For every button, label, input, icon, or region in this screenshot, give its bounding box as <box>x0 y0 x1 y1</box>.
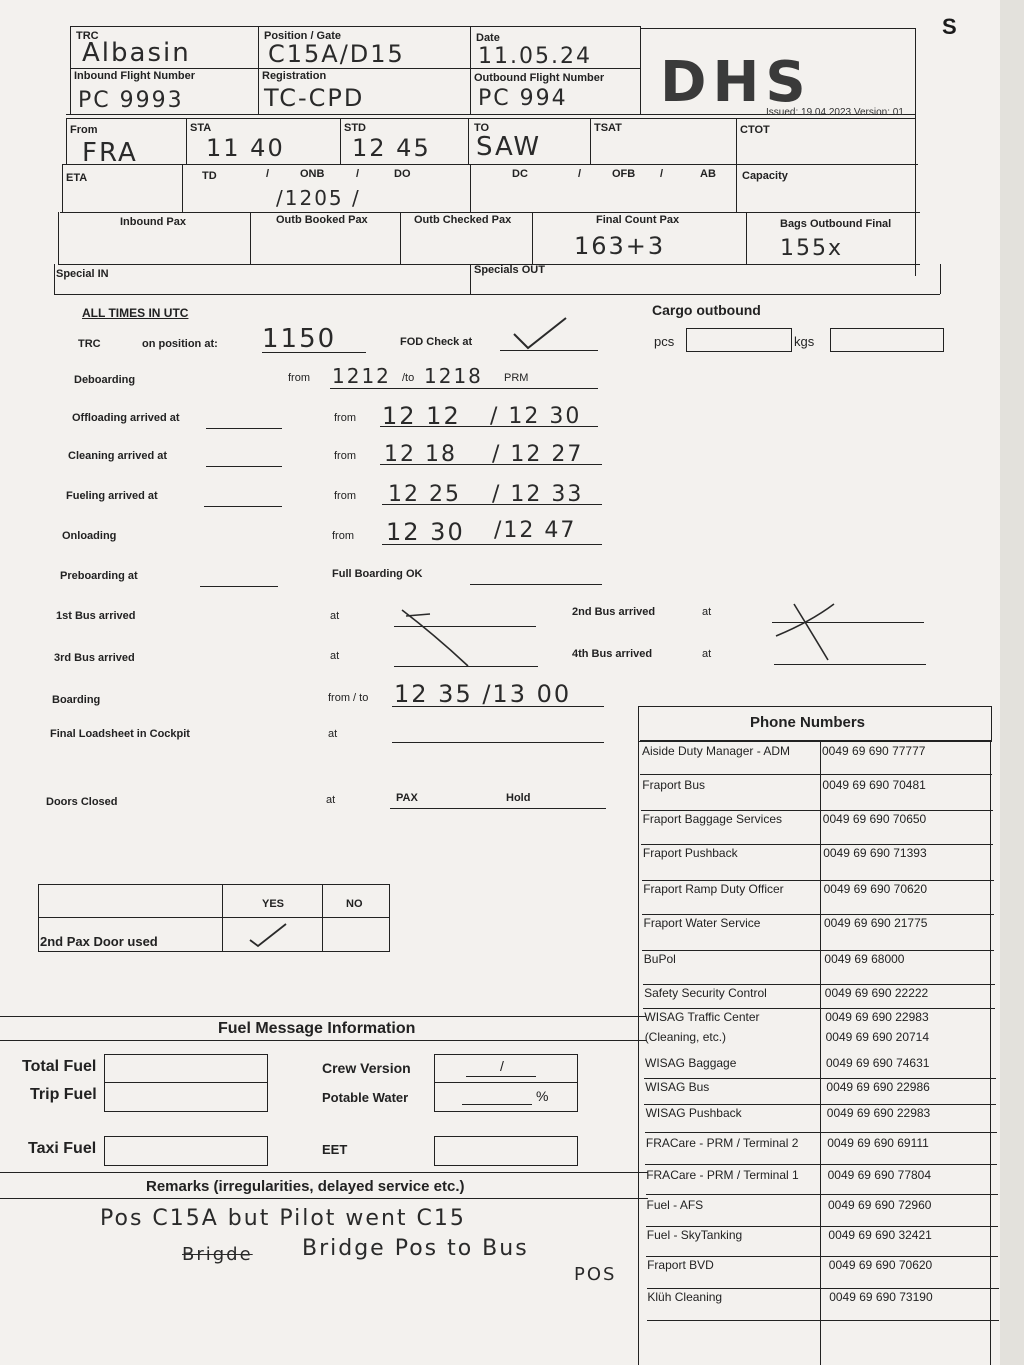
remarks-line3: POS <box>574 1264 617 1285</box>
outbound-flight-value: PC 994 <box>478 86 568 111</box>
from-word: from <box>334 490 356 502</box>
remarks-title: Remarks (irregularities, delayed service etc.) <box>146 1178 465 1195</box>
doors-field[interactable] <box>390 808 606 809</box>
do-label: DO <box>394 168 411 180</box>
phone-title: Phone Numbers <box>750 714 866 731</box>
bus2-label: 2nd Bus arrived <box>572 606 656 618</box>
trc-value: Albasin <box>82 38 191 68</box>
phone-number: 0049 69 690 72960 <box>828 1198 932 1212</box>
inbound-flight-label: Inbound Flight Number <box>74 70 195 82</box>
loadsheet-label: Final Loadsheet in Cockpit <box>50 728 190 740</box>
offloading-field[interactable] <box>206 428 282 429</box>
remarks-struck-word: Brigde <box>182 1244 253 1265</box>
dhs-logo: DHS <box>660 50 812 115</box>
dc-label: DC <box>512 168 528 180</box>
all-times-label: ALL TIMES IN UTC <box>82 306 189 320</box>
trc-label: TRC <box>76 30 99 42</box>
boarding-value: 12 35 /13 00 <box>394 680 572 708</box>
phone-contact-name: Fraport Water Service <box>643 916 761 930</box>
offloading-to: / 12 30 <box>490 404 582 429</box>
from-word: from <box>334 412 356 424</box>
phone-number: 0049 69 690 22983 <box>826 1106 931 1120</box>
date-label: Date <box>476 32 500 44</box>
deboarding-to: 1218 <box>424 364 483 388</box>
phone-number: 0049 69 690 22983 <box>825 1010 929 1024</box>
doors-pax-label: PAX <box>396 792 418 804</box>
at-word: at <box>330 610 340 622</box>
special-out-label: Specials OUT <box>474 264 545 276</box>
phone-number: 0049 69 690 70620 <box>823 882 928 896</box>
phone-contact-name: Fraport Bus <box>642 778 705 792</box>
crew-version-label: Crew Version <box>322 1060 411 1076</box>
phone-contact-name: FRACare - PRM / Terminal 1 <box>646 1168 799 1182</box>
special-in-label: Special IN <box>56 268 109 280</box>
phone-contact-name: Fraport Ramp Duty Officer <box>643 882 784 896</box>
registration-label: Registration <box>262 70 327 82</box>
phone-number: 0049 69 690 70620 <box>828 1258 933 1272</box>
offloading-label: Offloading arrived at <box>72 412 180 424</box>
cleaning-label: Cleaning arrived at <box>68 450 168 462</box>
at-word: at <box>328 728 338 740</box>
phone-contact-name: Fuel - SkyTanking <box>646 1228 743 1242</box>
onb-label: ONB <box>300 168 325 180</box>
std-label: STD <box>344 122 366 134</box>
at-word: at <box>702 606 712 618</box>
phone-number: 0049 69 690 70650 <box>822 812 927 826</box>
from-word: from <box>332 530 354 542</box>
trc-position-label: TRC <box>78 338 101 350</box>
phone-number: 0049 69 690 21775 <box>824 916 928 930</box>
bus1-label: 1st Bus arrived <box>56 610 136 622</box>
full-boarding-label: Full Boarding OK <box>332 568 423 580</box>
final-count-label: Final Count Pax <box>596 214 680 226</box>
to-word: /to <box>402 372 415 384</box>
bus4-field[interactable] <box>774 664 926 665</box>
eta-label: ETA <box>66 172 88 184</box>
bus-strike-right <box>770 600 840 664</box>
bus3-label: 3rd Bus arrived <box>54 652 135 664</box>
remarks-line1: Pos C15A but Pilot went C15 <box>100 1206 466 1231</box>
from-word: from <box>288 372 310 384</box>
sta-label: STA <box>190 122 212 134</box>
phone-contact-name: Fraport BVD <box>647 1258 714 1272</box>
remarks-line2: Bridge Pos to Bus <box>302 1236 529 1261</box>
from-word: from <box>334 450 356 462</box>
cargo-label: Cargo outbound <box>652 302 761 318</box>
onloading-from: 12 30 <box>386 518 465 546</box>
phone-number: 0049 69 68000 <box>824 952 905 966</box>
inbound-pax-label: Inbound Pax <box>120 216 186 228</box>
capacity-label: Capacity <box>742 170 788 182</box>
phone-contact-name: Fraport Baggage Services <box>642 812 782 826</box>
phone-number: 0049 69 690 74631 <box>826 1056 930 1070</box>
phone-contact-name: Fraport Pushback <box>642 846 738 860</box>
pax-door-no-label: NO <box>346 898 363 910</box>
registration-value: TC-CPD <box>264 84 365 112</box>
outb-checked-label: Outb Checked Pax <box>414 214 512 226</box>
from-label: From <box>70 124 98 136</box>
fod-check-mark <box>510 314 570 354</box>
cleaning-to: / 12 27 <box>492 442 584 467</box>
at-word: at <box>330 650 340 662</box>
phone-contact-name: Fuel - AFS <box>646 1198 704 1212</box>
position-value: C15A/D15 <box>268 40 405 68</box>
taxi-fuel-box[interactable] <box>104 1136 268 1166</box>
phone-number: 0049 69 690 77777 <box>822 744 926 758</box>
phone-contact-name: WISAG Traffic Center <box>644 1010 760 1024</box>
kgs-field[interactable] <box>830 328 944 352</box>
cleaning-field[interactable] <box>206 466 282 467</box>
total-trip-fuel-box[interactable] <box>104 1054 268 1112</box>
kgs-label: kgs <box>794 334 815 349</box>
ab-label: AB <box>700 168 716 180</box>
onloading-label: Onloading <box>62 530 117 542</box>
ofb-label: OFB <box>612 168 636 180</box>
deboarding-from: 1212 <box>332 364 391 388</box>
fueling-label: Fueling arrived at <box>66 490 158 502</box>
from-value: FRA <box>82 138 138 168</box>
loadsheet-field[interactable] <box>392 742 604 743</box>
fuel-title: Fuel Message Information <box>218 1020 416 1037</box>
bus4-label: 4th Bus arrived <box>572 648 653 660</box>
fod-label: FOD Check at <box>400 336 473 348</box>
phone-contact-name: WISAG Bus <box>645 1080 710 1094</box>
ctot-label: CTOT <box>740 124 770 136</box>
phone-number: 0049 69 690 73190 <box>829 1290 933 1304</box>
total-fuel-label: Total Fuel <box>22 1058 97 1075</box>
sta-value: 11 40 <box>206 134 285 162</box>
outbound-flight-label: Outbound Flight Number <box>474 72 605 84</box>
phone-number: 0049 69 690 32421 <box>828 1228 932 1242</box>
phone-contact-name: (Cleaning, etc.) <box>644 1030 727 1044</box>
to-label: TO <box>474 122 490 134</box>
boarding-label: Boarding <box>52 694 101 706</box>
deboarding-label: Deboarding <box>74 374 136 386</box>
tsat-label: TSAT <box>594 122 622 134</box>
turnaround-form-sheet: S TRC Albasin Position / Gate C15A/D15 Date 11.05.24 Inbound Flight Number PC 9993 Registration TC-CPD Outbound Flight Number PC 994 DHS Issued: 19.04.2023 Version: 01 From FRA STA 11 40 STD 12 45 TO SAW TSAT CTOT ETA TD / ONB / DO /1205 / DC / OFB / AB Capacity Inbound Pax Outb Booked Pax Outb Checked Pax Final Count Pax 163+3 Bags Outbound Final 155x Special IN Specials OUT ALL TIMES IN UTC Cargo outbound pcs kgs TRC on position at: 1150 FOD Check at Deboarding from 1212 /to 1218 PRM Offloading arrived at from 12 12 / 12 30 Cleaning arrived at from 12 18 / 12 27 Fueling arrived at from 12 25 / 12 33 Onloading from 12 30 /12 47 Preboarding at Full Boarding OK 1st Bus arrived at 2nd Bus arrived at 3rd Bus arrived at 4th Bus arrived at Boarding from / to 12 35 /13 00 Final Loadsheet in Cockpit at Doors Closed at PAX Hold YES NO 2nd Pax Door used Fuel Message Information Total Fuel Trip Fuel Crew Version Potable Water / % Taxi Fuel EET Remarks (irregularities, delayed service etc.) Pos C15A but Pilot went C15 Brigde Bridge Pos to Bus POS Phone Numbers Aiside Duty Manager - ADM 0049 69 690 77777 Fraport Bus 0049 69 690 70481 Fraport Baggage Services 0049 69 690 70650 Fraport Pushback 0049 69 690 71393 Fraport Ramp Duty Officer 0049 69 690 70620 Fraport Water Service 0049 69 690 21775 BuPol 0049 69 68000 Safety Security Control 0049 69 690 22222 WISAG Traffic Center 0049 69 690 22983 (Cleaning, etc.) 0049 69 690 20714 WISAG Baggage 0049 69 690 74631 WISAG Bus 0049 69 690 22986 WISAG Pushback 0049 69 690 22983 FRACare - PRM / Terminal 2 0049 69 690 69111 FRACare - PRM / Terminal 1 0049 69 690 77804 Fuel - AFS 0049 69 690 72960 Fuel - SkyTanking 0049 69 690 32421 Fraport BVD 0049 69 690 70620 Klüh Cleaning 0049 69 690 73190 <box>0 0 1000 1365</box>
doors-closed-label: Doors Closed <box>46 796 118 808</box>
phone-contact-name: WISAG Pushback <box>645 1106 742 1120</box>
potable-water-label: Potable Water <box>322 1090 409 1105</box>
fueling-field[interactable] <box>204 506 282 507</box>
eet-label: EET <box>322 1142 348 1157</box>
onloading-to: /12 47 <box>494 518 577 543</box>
fueling-to: / 12 33 <box>492 482 584 507</box>
pcs-field[interactable] <box>686 328 792 352</box>
position-label: Position / Gate <box>264 30 342 42</box>
to-value: SAW <box>476 132 542 162</box>
pax-door-yes-check[interactable] <box>244 920 292 950</box>
phone-number: 0049 69 690 70481 <box>822 778 926 792</box>
phone-number: 0049 69 690 22986 <box>826 1080 930 1094</box>
bus-strike-left <box>396 606 476 670</box>
water-unit: % <box>536 1088 549 1104</box>
phone-contact-name: WISAG Baggage <box>645 1056 737 1070</box>
phone-number: 0049 69 690 71393 <box>823 846 927 860</box>
std-value: 12 45 <box>352 134 431 162</box>
pax-door-yes-label: YES <box>262 898 285 910</box>
at-word: at <box>326 794 336 806</box>
phone-number: 0049 69 690 22222 <box>824 986 929 1000</box>
taxi-fuel-label: Taxi Fuel <box>28 1140 97 1157</box>
phone-number: 0049 69 690 69111 <box>827 1136 929 1150</box>
preboarding-label: Preboarding at <box>60 570 138 582</box>
corner-mark: S <box>942 14 957 39</box>
crew-separator: / <box>500 1058 504 1074</box>
pcs-label: pcs <box>654 334 675 349</box>
offloading-from: 12 12 <box>382 402 461 430</box>
onb-value: /1205 / <box>276 186 361 210</box>
preboarding-field[interactable] <box>200 586 278 587</box>
bags-label: Bags Outbound Final <box>780 218 892 230</box>
phone-contact-name: BuPol <box>643 952 676 966</box>
phone-number: 0049 69 690 20714 <box>825 1030 930 1044</box>
on-position-label: on position at: <box>142 338 218 350</box>
phone-contact-name: FRACare - PRM / Terminal 2 <box>645 1136 799 1150</box>
at-word: at <box>702 648 712 660</box>
phone-number: 0049 69 690 77804 <box>827 1168 932 1182</box>
on-position-value: 1150 <box>262 324 337 354</box>
trip-fuel-label: Trip Fuel <box>30 1086 97 1103</box>
pax-door-label: 2nd Pax Door used <box>40 934 158 949</box>
bags-value: 155x <box>780 236 844 261</box>
boarding-fromto: from / to <box>328 692 369 704</box>
prm-label: PRM <box>504 372 529 384</box>
fueling-from: 12 25 <box>388 482 461 507</box>
phone-contact-name: Aiside Duty Manager - ADM <box>642 744 791 758</box>
doors-hold-label: Hold <box>506 792 531 804</box>
issued-note: Issued: 19.04.2023 Version: 01 <box>766 107 904 118</box>
eet-box[interactable] <box>434 1136 578 1166</box>
date-value: 11.05.24 <box>478 44 592 69</box>
outb-booked-label: Outb Booked Pax <box>276 214 368 226</box>
full-boarding-field[interactable] <box>470 584 602 585</box>
cleaning-from: 12 18 <box>384 442 457 467</box>
inbound-flight-value: PC 9993 <box>78 88 184 113</box>
final-count-value: 163+3 <box>574 232 666 260</box>
phone-contact-name: Safety Security Control <box>644 986 767 1000</box>
phone-contact-name: Klüh Cleaning <box>647 1290 723 1304</box>
td-label: TD <box>202 170 217 182</box>
